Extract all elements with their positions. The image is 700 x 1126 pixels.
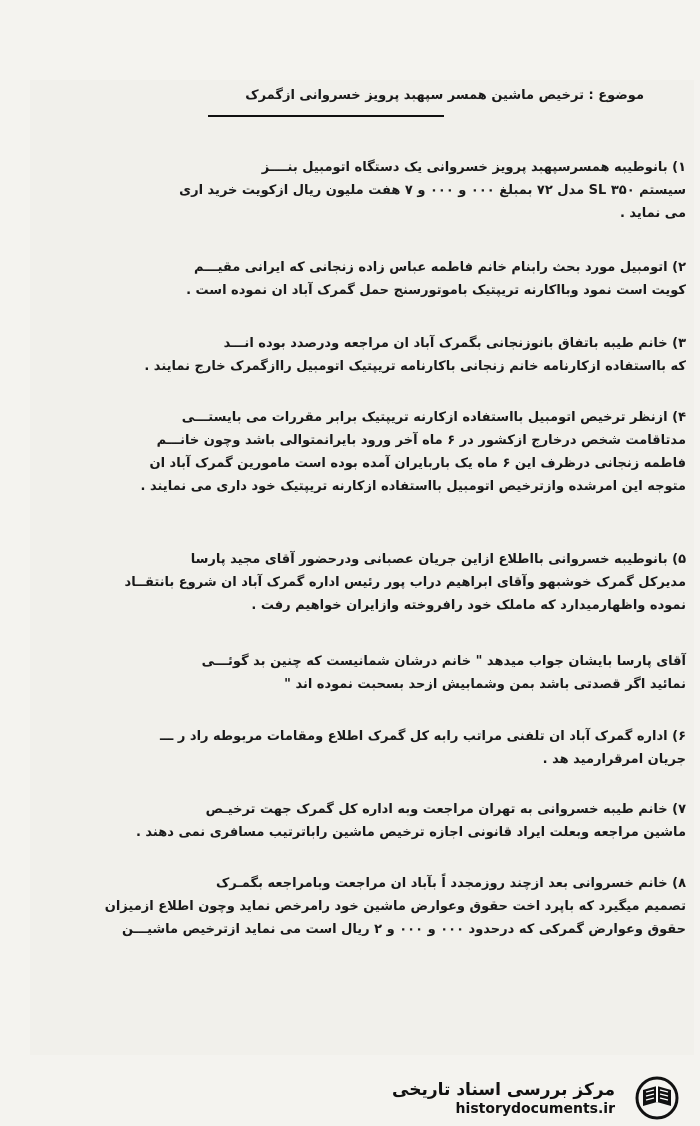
paragraph-6 bbox=[34, 725, 694, 771]
paragraph-5 bbox=[34, 548, 694, 617]
paragraph-line: ۶) اداره گمرک آباد ان تلفنی مراتب رابه کل گمرک اطلاع ومقامات مربوطه راد ر ـــ bbox=[160, 729, 686, 744]
paragraph-line: ۱) بانوطیبه همسرسپهبد پرویز خسروانی یک دستگاه اتومبیل بنــــز bbox=[261, 160, 686, 175]
paragraph-line: آقای پارسا بایشان جواب میدهد " خانم درشان شمانیست که چنین بد گوئـــی bbox=[201, 654, 686, 669]
watermark-logo bbox=[392, 1076, 695, 1122]
paragraph-7 bbox=[34, 798, 694, 844]
paragraph-line: حقوق وعوارض گمرکی که درحدود ۰۰۰ و ۰۰۰ و ۲ ریال است می نماید ازترخیص ماشیـــن bbox=[122, 922, 686, 937]
paragraph-line: ۴) ازنظر ترخیص اتومبیل بااستفاده ازکارنه تریپتیک برابر مقررات می بایستـــی bbox=[181, 410, 686, 425]
paragraph-line: کویت است نمود وبااکارنه تریپتیک باموتورسنج حمل گمرک آباد ان نموده است . bbox=[186, 283, 686, 298]
paragraph-line: مدیرکل گمرک خوشبهو وآقای ابراهیم دراب پور رئیس اداره گمرک آباد ان شروع بانتقــاد bbox=[124, 575, 686, 590]
paragraph-line: ۲) اتومبیل مورد بحث رابنام خانم فاطمه عباس زاده زنجانی که ایرانی مقیـــم bbox=[194, 260, 686, 275]
paragraph-line: فاطمه زنجانی درظرف این ۶ ماه یک باربایران آمده بوده است مامورین گمرک آباد ان bbox=[149, 456, 686, 471]
paragraph-5-quote bbox=[34, 650, 694, 696]
paragraph-line: جریان امرقرارمید هد . bbox=[542, 752, 686, 767]
book-seal-icon bbox=[627, 1076, 685, 1120]
watermark-title: مرکز بررسی اسناد تاریخی bbox=[392, 1080, 615, 1100]
paragraph-line: مدتاقامت شخص درخارج ازکشور در ۶ ماه آخر ورود بایرانمتوالی باشد وچون خانـــم bbox=[156, 433, 686, 448]
paragraph-line: ماشین مراجعه وبعلت ایراد قانونی اجازه ترخیص ماشین راباترتیب مسافری نمی دهند . bbox=[135, 825, 686, 840]
subject-underline bbox=[208, 115, 444, 117]
paragraph-line: ۳) خانم طیبه باتفاق بانوزنجانی بگمرک آباد ان مراجعه ودرصدد بوده انـــد bbox=[223, 336, 686, 351]
paragraph-line: تصمیم میگیرد که باپرد اخت حقوق وعوارض ماشین خود رامرخص نماید وچون اطلاع ازمیزان bbox=[104, 899, 686, 914]
paragraph-1 bbox=[34, 156, 694, 225]
paragraph-line: می نماید . bbox=[619, 206, 686, 221]
paragraph-line: سیستم SL ۳۵۰ مدل ۷۲ بمبلغ ۰۰۰ و ۰۰۰ و ۷ هفت ملیون ریال ازکویت خرید اری bbox=[179, 183, 686, 198]
paragraph-line: که بااستفاده ازکارنامه خانم زنجانی باکارنامه تریپتیک اتومبیل راازگمرک خارج نمایند . bbox=[144, 359, 686, 374]
paragraph-2 bbox=[34, 256, 694, 302]
paragraph-line: ۸) خانم خسروانی بعد ازچند روزمجدد اً بآباد ان مراجعت وبامراجعه بگمـرک bbox=[215, 876, 686, 891]
paragraph-4 bbox=[34, 406, 694, 498]
paragraph-line: ۷) خانم طیبه خسروانی به تهران مراجعت وبه اداره کل گمرک جهت ترخیـص bbox=[205, 802, 686, 817]
paragraph-line: نموده واظهارمیدارد که ماملک خود رافروخته وازایران خواهیم رفت . bbox=[251, 598, 686, 613]
document-subject: موضوع : ترخیص ماشین همسر سپهبد پرویز خسروانی ازگمرک bbox=[245, 88, 644, 103]
paragraph-line: متوجه این امرشده وازترخیص اتومبیل بااستفاده ازکارنه تریپتیک خود داری می نمایند . bbox=[140, 479, 686, 494]
document-sheet bbox=[30, 80, 694, 1055]
paragraph-line: نمائید اگر قصدتی باشد بمن وشمابیش ازحد بسحبت نموده اند " bbox=[284, 677, 686, 692]
paragraph-8 bbox=[34, 872, 694, 941]
paragraph-3 bbox=[34, 332, 694, 378]
watermark-url: historydocuments.ir bbox=[455, 1101, 615, 1117]
paragraph-line: ۵) بانوطیبه خسروانی بااطلاع ازاین جریان عصبانی ودرحضور آقای مجید پارسا bbox=[190, 552, 686, 567]
